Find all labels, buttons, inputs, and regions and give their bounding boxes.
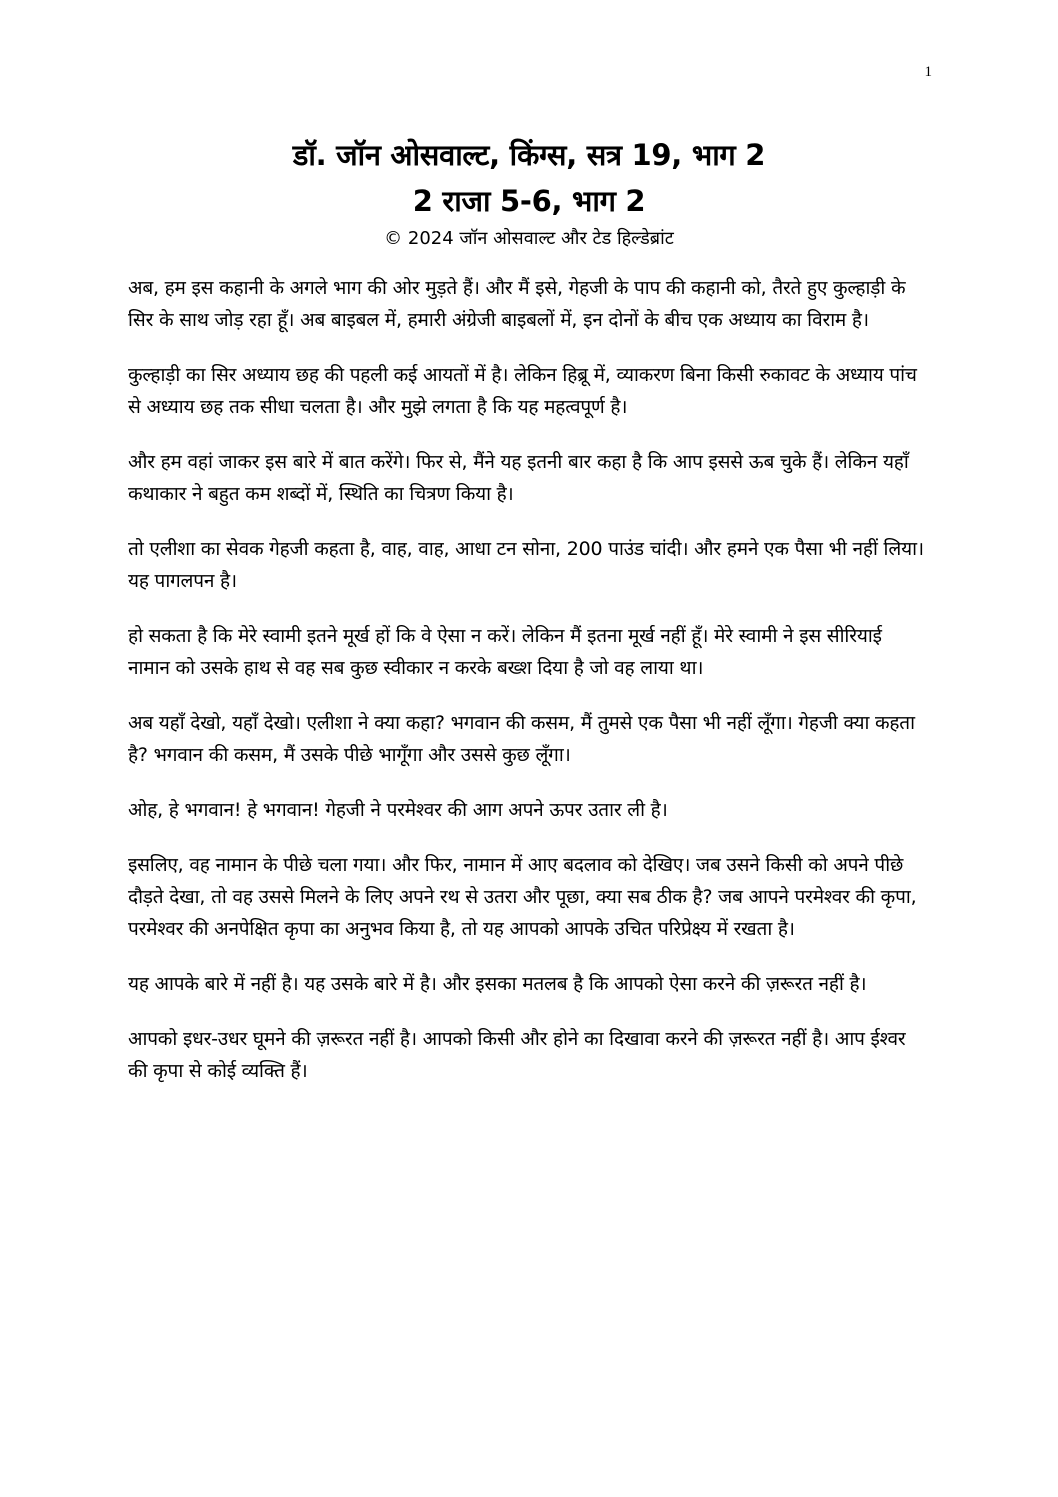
paragraph: कुल्हाड़ी का सिर अध्याय छह की पहली कई आयतों में है। लेकिन हिब्रू में, व्याकरण बिना किसी रुकावट के अध्याय पांच से अध्याय छह तक सीधा चलता है। और मुझे लगता है कि यह महत्वपूर्ण है। [128, 364, 917, 418]
paragraph: आपको इधर-उधर घूमने की ज़रूरत नहीं है। आपको किसी और होने का दिखावा करने की ज़रूरत नहीं है। आप ईश्वर की कृपा से कोई व्यक्ति हैं। [128, 1028, 906, 1082]
paragraph: अब, हम इस कहानी के अगले भाग की ओर मुड़ते हैं। और मैं इसे, गेहजी के पाप की कहानी को, तैरते हुए कुल्हाड़ी के सिर के साथ जोड़ रहा हूँ। अब बाइबल में, हमारी अंग्रेजी बाइबलों में, इन दोनों के बीच एक अध्याय का विराम है। [128, 277, 906, 331]
paragraph: यह आपके बारे में नहीं है। यह उसके बारे में है। और इसका मतलब है कि आपको ऐसा करने की ज़रूरत नहीं है। [128, 973, 867, 995]
paragraph: हो सकता है कि मेरे स्वामी इतने मूर्ख हों कि वे ऐसा न करें। लेकिन मैं इतना मूर्ख नहीं हूँ। मेरे स्वामी ने इस सीरियाई नामान को उसके हाथ से वह सब कुछ स्वीकार न करके बख्श दिया है जो वह लाया था। [128, 625, 882, 679]
document-subtitle: 2 राजा 5-6, भाग 2 [412, 184, 646, 218]
copyright-line: © 2024 जॉन ओसवाल्ट और टेड हिल्डेब्रांट [384, 228, 674, 249]
paragraph: ओह, हे भगवान! हे भगवान! गेहजी ने परमेश्वर की आग अपने ऊपर उतार ली है। [128, 799, 668, 821]
paragraph: इसलिए, वह नामान के पीछे चला गया। और फिर, नामान में आए बदलाव को देखिए। जब उसने किसी को अपने पीछे दौड़ते देखा, तो वह उससे मिलने के लिए अपने रथ से उतरा और पूछा, क्या सब ठीक है? जब आपने परमेश्वर की कृपा, परमेश्वर की अनपेक्षित कृपा का अनुभव किया है, तो यह आपको आपके उचित परिप्रेक्ष्य में रखता है। [128, 854, 917, 940]
document-title: डॉ. जॉन ओसवाल्ट, किंग्स, सत्र 19, भाग 2 [292, 138, 766, 172]
paragraph: तो एलीशा का सेवक गेहजी कहता है, वाह, वाह, आधा टन सोना, 200 पाउंड चांदी। और हमने एक पैसा भी नहीं लिया। यह पागलपन है। [128, 538, 924, 592]
document-header [0, 132, 1058, 254]
page-number: 1 [924, 64, 932, 80]
paragraph: अब यहाँ देखो, यहाँ देखो। एलीशा ने क्या कहा? भगवान की कसम, मैं तुमसे एक पैसा भी नहीं लूँगा। गेहजी क्या कहता है? भगवान की कसम, मैं उसके पीछे भागूँगा और उससे कुछ लूँगा। [128, 712, 915, 766]
document-body [128, 272, 928, 1110]
paragraph: और हम वहां जाकर इस बारे में बात करेंगे। फिर से, मैंने यह इतनी बार कहा है कि आप इससे ऊब चुके हैं। लेकिन यहाँ कथाकार ने बहुत कम शब्दों में, स्थिति का चित्रण किया है। [128, 451, 909, 505]
